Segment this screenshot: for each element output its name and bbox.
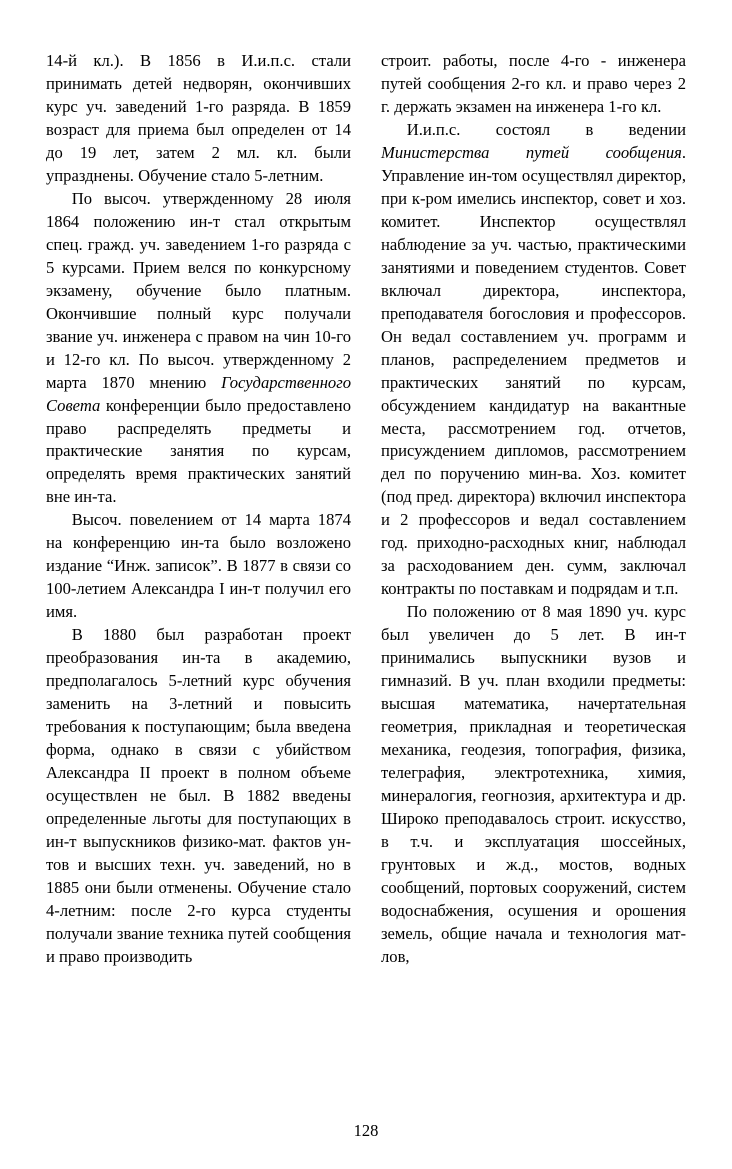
- right-col-paragraph: [381, 601, 686, 969]
- right-text-column: [381, 50, 686, 1080]
- left-col-italic-run: Государственного Совета: [46, 372, 351, 415]
- left-col-text-run: конференции было предоставлено право распределять предметы и практические занятия по курсам, определять время практических занятий вне ин-та.: [46, 395, 351, 507]
- right-col-text-run: И.и.п.с. состоял в ведении: [406, 119, 686, 139]
- right-col-italic-run: Министерства путей сообщения: [381, 142, 682, 162]
- left-text-column: [46, 50, 351, 1080]
- right-col-text-run: По положению от 8 мая 1890 уч. курс был увеличен до 5 лет. В ин-т принимались выпускники вузов и гимназий. В уч. план входили предметы: высшая математика, начертательная геометрия, прикладная и теоретическая механика, геодезия, топография, физика, телеграфия, электротехника, химия, минералогия, геогнозия, архитектура и др. Широко преподавалось строит. искусство, в т.ч. и эксплуатация шоссейных, грунтовых и ж.д., мостов, водных сообщений, портовых сооружений, систем водоснабжения, осушения и орошения земель, общие начала и технология мат-лов,: [381, 602, 686, 966]
- left-col-paragraph: [46, 188, 351, 510]
- right-col-paragraph: [381, 50, 686, 119]
- two-column-body: [46, 50, 686, 1080]
- right-col-paragraph: [381, 119, 686, 601]
- left-col-paragraph: [46, 509, 351, 624]
- right-col-text-run: строит. работы, после 4-го - инженера путей сообщения 2-го кл. и право через 2 г. держать экзамен на инженера 1-го кл.: [381, 51, 686, 116]
- left-col-paragraph: [46, 624, 351, 969]
- page-number: 128: [353, 1121, 379, 1140]
- left-col-text-run: 14-й кл.). В 1856 в И.и.п.с. стали принимать детей недворян, окончивших курс уч. заведений 1-го разряда. В 1859 возраст для приема был определен от 14 до 19 лет, затем 2 мл. кл. были упразднены. Обучение стало 5-летним.: [46, 51, 351, 185]
- left-col-text-run: Высоч. повелением от 14 марта 1874 на конференцию ин-та было возложено издание “Инж. записок”. В 1877 в связи со 100-летием Александра I ин-т получил его имя.: [46, 510, 351, 622]
- left-col-text-run: По высоч. утвержденному 28 июля 1864 положению ин-т стал открытым спец. гражд. уч. заведением 1-го разряда с 5 курсами. Прием велся по конкурсному экзамену, обучение было платным. Окончившие полный курс получали звание уч. инженера с правом на чин 10-го и 12-го кл. По высоч. утвержденному 2 марта 1870 мнению: [46, 188, 351, 392]
- left-col-text-run: В 1880 был разработан проект преобразования ин-та в академию, предполагалось 5-летний курс обучения заменить на 3-летний и повысить требования к поступающим; была введена форма, однако в связи с убийством Александра II проект в полном объеме осуществлен не был. В 1882 введены определенные льготы для поступающих в ин-т выпускников физико-мат. фактов ун-тов и высших техн. уч. заведений, но в 1885 они были отменены. Обучение стало 4-летним: после 2-го курса студенты получали звание техника путей сообщения и право производить: [46, 625, 351, 966]
- right-col-text-run: . Управление ин-том осуществлял директор, при к-ром имелись инспектор, совет и хоз. комитет. Инспектор осуществлял наблюдение за уч. частью, практическими занятиями и поведением студентов. Совет включал директора, инспектора, преподавателя богословия и профессоров. Он ведал составлением уч. программ и планов, распределением предметов и практических занятий по курсам, обсуждением кандидатур на вакантные места, рассмотрением год. отчетов, присуждением дипломов, рассмотрением дел по поручению мин-ва. Хоз. комитет (под пред. директора) включил инспектора и 2 профессоров и ведал составлением год. приходно-расходных книг, наблюдал за расходованием ден. сумм, заключал контракты по поставкам и подрядам и т.п.: [381, 142, 686, 599]
- left-col-paragraph: [46, 50, 351, 188]
